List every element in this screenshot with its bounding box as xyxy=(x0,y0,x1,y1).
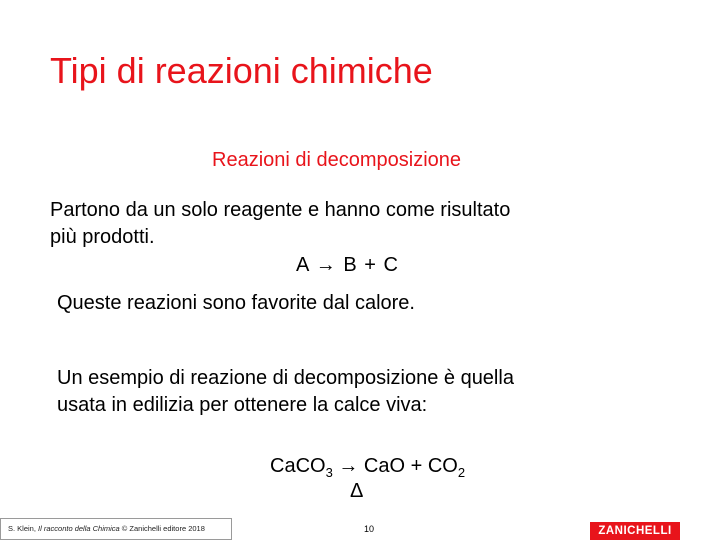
slide-subtitle: Reazioni di decomposizione xyxy=(212,149,462,171)
footer-citation xyxy=(0,518,232,540)
arrow-and-products: → CaO + CO xyxy=(332,455,458,477)
paragraph-example-line-2: usata in edilizia per ottenere la calce viva: xyxy=(57,394,428,416)
publisher-logo: ZANICHELLI xyxy=(590,522,680,540)
footer-copyright: © Zanichelli editore 2018 xyxy=(119,524,205,533)
paragraph-intro-line-2: più prodotti. xyxy=(50,226,155,248)
reactant-subscript: 3 xyxy=(325,465,333,480)
heat-condition-symbol: Δ xyxy=(350,480,364,502)
paragraph-example-line-1: Un esempio di reazione di decomposizione è quella xyxy=(57,367,514,389)
footer-book-title: Il racconto della Chimica xyxy=(38,524,120,533)
page-number: 10 xyxy=(364,524,375,534)
paragraph-example xyxy=(57,365,657,419)
paragraph-intro xyxy=(50,197,650,251)
paragraph-heat: Queste reazioni sono favorite dal calore. xyxy=(57,292,415,314)
calcium-carbonate-equation xyxy=(270,455,465,480)
slide-title: Tipi di reazioni chimiche xyxy=(50,50,433,91)
footer-author: S. Klein, xyxy=(8,524,39,533)
reactant-formula: CaCO xyxy=(270,455,326,477)
product-subscript: 2 xyxy=(457,465,466,480)
general-equation: A → B + C xyxy=(296,254,399,276)
paragraph-intro-line-1: Partono da un solo reagente e hanno come risultato xyxy=(50,199,511,221)
